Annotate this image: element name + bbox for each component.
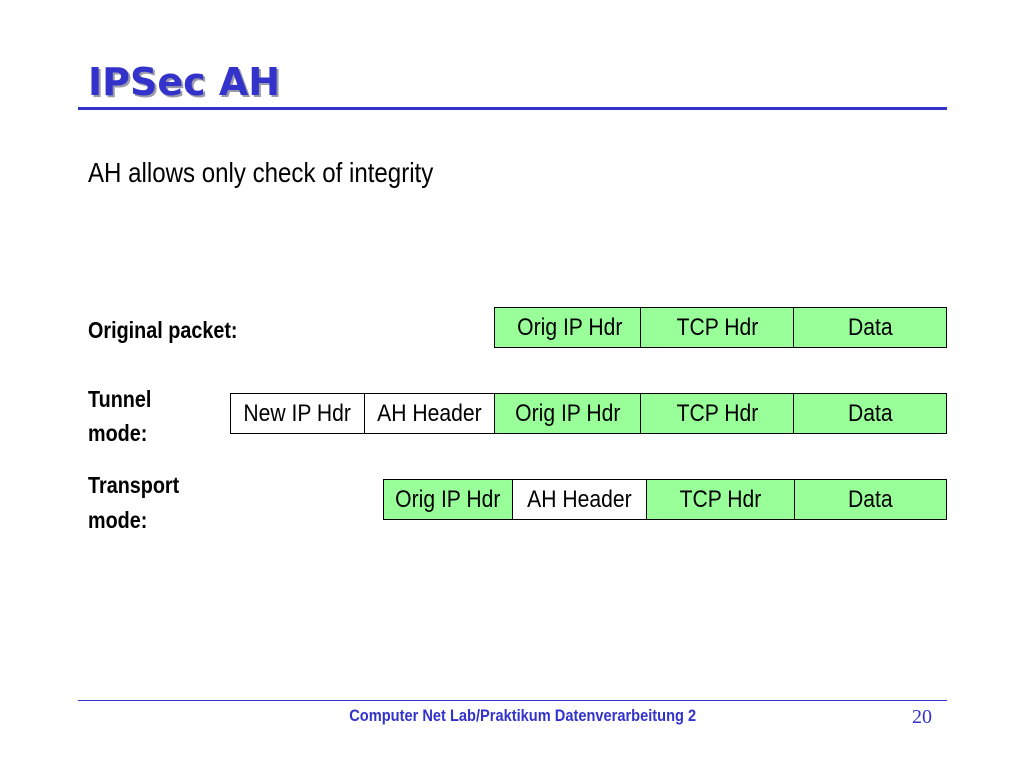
slide-subtitle: AH allows only check of integrity	[88, 157, 434, 188]
tunnel-mode-label-line1: Tunnel	[88, 386, 152, 412]
transport-mode-label-line1: Transport	[88, 472, 180, 498]
transport-ah-header-field: AH Header	[512, 479, 647, 520]
original-orig-ip-hdr-field: Orig IP Hdr	[494, 307, 646, 348]
footer-text: Computer Net Lab/Praktikum Datenverarbeitung 2	[349, 706, 697, 725]
transport-orig-ip-hdr-field: Orig IP Hdr	[383, 479, 513, 520]
original-tcp-hdr-field: TCP Hdr	[640, 307, 794, 348]
slide-title: IPSec AH	[88, 60, 281, 104]
tunnel-mode-label-line2: mode:	[88, 420, 148, 446]
original-packet-label: Original packet:	[88, 317, 238, 343]
tunnel-orig-ip-hdr-field: Orig IP Hdr	[494, 393, 641, 434]
original-data-field: Data	[793, 307, 947, 348]
tunnel-data-field: Data	[793, 393, 947, 434]
transport-tcp-hdr-field: TCP Hdr	[646, 479, 795, 520]
page-number: 20	[912, 706, 932, 728]
transport-data-field: Data	[794, 479, 947, 520]
transport-mode-label-line2: mode:	[88, 507, 148, 533]
footer-divider	[78, 700, 947, 701]
title-divider	[78, 107, 947, 110]
tunnel-new-ip-hdr-field: New IP Hdr	[230, 393, 365, 434]
tunnel-ah-header-field: AH Header	[364, 393, 495, 434]
tunnel-tcp-hdr-field: TCP Hdr	[640, 393, 794, 434]
